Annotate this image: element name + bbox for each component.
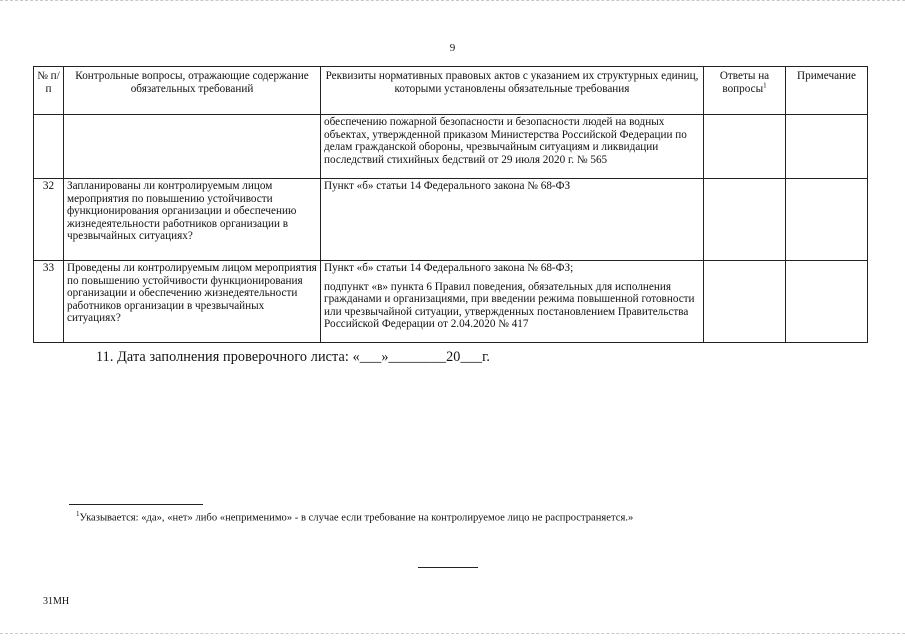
cell-answer: [704, 115, 786, 179]
table-row: [34, 179, 868, 261]
cell-requisites: [321, 179, 704, 261]
cell-num: [34, 115, 64, 179]
requisite-text: подпункт «в» пункта 6 Правил поведения, обязательных для исполнения гражданами и организациями, при введении режима повышенной готовности или чрезвычайной ситуации, утвержденных постановлением Правительства Российской Федерации от 2.04.2020 № 417: [324, 280, 695, 331]
cell-num: 33: [34, 261, 64, 343]
cell-note: [786, 261, 868, 343]
checklist-table: [33, 66, 868, 343]
cell-question: Запланированы ли контролируемым лицом мероприятия по повышению устойчивости функционирования организации и обеспечению жизнедеятельности работников организации в чрезвычайных ситуациях?: [64, 179, 321, 261]
scan-edge-bottom: [0, 633, 905, 636]
cell-question: Проведены ли контролируемым лицом мероприятия по повышению устойчивости функционирования организации и обеспечению жизнедеятельности работников организации в чрезвычайных ситуациях?: [64, 261, 321, 343]
page-number: 9: [449, 42, 456, 54]
header-note: Примечание: [786, 67, 868, 115]
scan-edge-top: [0, 0, 905, 3]
footnote-number: 1: [76, 510, 80, 518]
header-num: № п/п: [34, 67, 64, 115]
requisite-text: Пункт «б» статьи 14 Федерального закона № 68-ФЗ: [324, 180, 571, 192]
footnote-divider: [69, 504, 203, 505]
cell-requisites: обеспечению пожарной безопасности и безопасности людей на водных объектах, утвержденной приказом Министерства Российской Федерации по делам гражданской обороны, чрезвычайным ситуациям и ликвидации последствий стихийных бедствий от 29 июля 2020 г. № 565: [321, 115, 704, 179]
cell-question: [64, 115, 321, 179]
document-code: 31МН: [43, 596, 70, 607]
cell-note: [786, 115, 868, 179]
table-header-row: [34, 67, 868, 115]
end-divider: [418, 567, 478, 568]
header-answers: [704, 67, 786, 115]
table-row: [34, 261, 868, 343]
footnote-mark: 1: [763, 80, 767, 89]
cell-answer: [704, 261, 786, 343]
header-requisites: Реквизиты нормативных правовых актов с указанием их структурных единиц, которыми установлены обязательные требования: [321, 67, 704, 115]
cell-answer: [704, 179, 786, 261]
header-answers-label: Ответы на вопросы: [719, 70, 770, 95]
footnote: [76, 510, 633, 524]
requisite-text: Пункт «б» статьи 14 Федерального закона № 68-ФЗ;: [324, 262, 574, 274]
cell-num: 32: [34, 179, 64, 261]
cell-note: [786, 179, 868, 261]
cell-requisites: [321, 261, 704, 343]
fill-date-line: 11. Дата заполнения проверочного листа: «___»________20___г.: [96, 349, 491, 365]
footnote-text: Указывается: «да», «нет» либо «неприменимо» - в случае если требование на контролируемое лицо не распространяется.»: [79, 512, 634, 524]
header-question: Контрольные вопросы, отражающие содержание обязательных требований: [64, 67, 321, 115]
table-row: [34, 115, 868, 179]
